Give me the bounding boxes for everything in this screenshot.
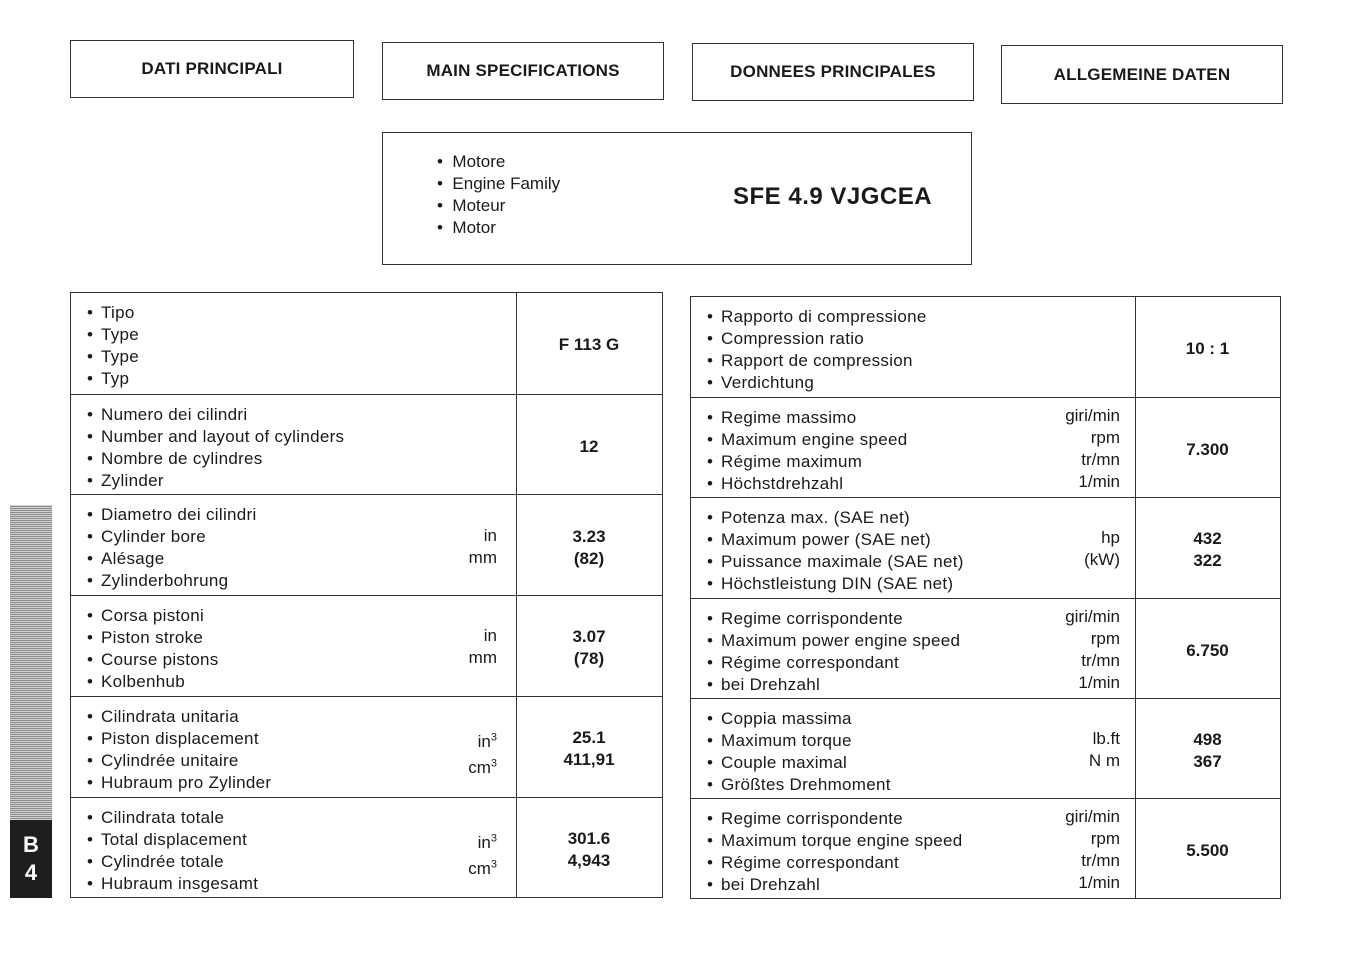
spec-label: • bei Drehzahl xyxy=(707,874,963,896)
spec-label: • Hubraum insgesamt xyxy=(87,873,258,895)
spec-label: • Regime corrispondente xyxy=(707,808,963,830)
spec-labels xyxy=(87,504,257,592)
spec-row xyxy=(691,497,1280,597)
page-tab xyxy=(10,820,52,898)
spec-label: • Regime corrispondente xyxy=(707,608,960,630)
spec-label: • Potenza max. (SAE net) xyxy=(707,507,964,529)
spec-label: • Course pistons xyxy=(87,649,219,671)
spec-labels xyxy=(87,807,258,895)
spec-row xyxy=(691,798,1280,898)
spec-unit: rpm xyxy=(1090,428,1120,448)
spec-units xyxy=(1065,806,1120,894)
page-edge-strip xyxy=(10,505,52,821)
spec-values xyxy=(1135,439,1280,461)
spec-unit: tr/mn xyxy=(1081,650,1120,670)
spec-values xyxy=(516,626,662,670)
spec-unit: (kW) xyxy=(1084,550,1120,570)
spec-label: • Coppia massima xyxy=(707,708,891,730)
spec-values xyxy=(1135,729,1280,773)
spec-labels xyxy=(707,507,964,595)
spec-value: 25.1 xyxy=(572,728,606,748)
right-spec-table xyxy=(690,296,1281,899)
left-spec-table xyxy=(70,292,663,898)
spec-value: 6.750 xyxy=(1186,640,1229,660)
spec-labels xyxy=(87,404,344,492)
spec-label: • Nombre de cylindres xyxy=(87,448,344,470)
spec-units xyxy=(1065,606,1120,694)
spec-label: • Compression ratio xyxy=(707,328,927,350)
spec-values xyxy=(516,334,662,356)
spec-label: • Typ xyxy=(87,368,139,390)
spec-label: • Verdichtung xyxy=(707,372,927,394)
spec-label: • Maximum engine speed xyxy=(707,429,907,451)
engine-family-box xyxy=(382,132,972,265)
spec-unit: giri/min xyxy=(1065,606,1120,626)
spec-value: 4,943 xyxy=(567,850,611,870)
spec-value: F 113 G xyxy=(558,335,620,355)
spec-label: • Zylinderbohrung xyxy=(87,570,257,592)
header-english: MAIN SPECIFICATIONS xyxy=(382,42,664,100)
spec-label: • Régime correspondant xyxy=(707,852,963,874)
spec-unit: in xyxy=(483,525,497,545)
spec-value: 411,91 xyxy=(563,750,615,770)
spec-row xyxy=(71,494,662,595)
spec-label: • Corsa pistoni xyxy=(87,605,219,627)
spec-label: • Maximum power (SAE net) xyxy=(707,529,964,551)
spec-row xyxy=(71,696,662,797)
spec-values xyxy=(1135,338,1280,360)
spec-value: (78) xyxy=(573,649,605,669)
spec-row xyxy=(71,797,662,898)
spec-label: • Tipo xyxy=(87,302,139,324)
spec-units xyxy=(469,525,497,569)
spec-row xyxy=(691,397,1280,497)
header-german: ALLGEMEINE DATEN xyxy=(1001,45,1283,104)
spec-value: 10 : 1 xyxy=(1185,339,1230,359)
spec-value: 3.07 xyxy=(572,627,606,647)
spec-unit: tr/mn xyxy=(1081,450,1120,470)
spec-unit: $cm^3$ xyxy=(468,757,497,778)
spec-label: • Größtes Drehmoment xyxy=(707,774,891,796)
spec-label: • Maximum power engine speed xyxy=(707,630,960,652)
spec-value: (82) xyxy=(573,548,605,568)
spec-unit: N m xyxy=(1088,750,1120,770)
header-french: DONNEES PRINCIPALES xyxy=(692,43,974,101)
spec-units xyxy=(1084,527,1120,571)
spec-label: • Type xyxy=(87,346,139,368)
spec-label: • Kolbenhub xyxy=(87,671,219,693)
engine-family-value: SFE 4.9 VJGCEA xyxy=(733,183,933,210)
spec-unit: rpm xyxy=(1090,829,1120,849)
spec-labels xyxy=(87,605,219,693)
spec-units xyxy=(1089,728,1120,772)
spec-labels xyxy=(707,407,907,495)
spec-labels xyxy=(707,808,963,896)
spec-values xyxy=(1135,528,1280,572)
spec-label: • Rapporto di compressione xyxy=(707,306,927,328)
spec-label: • Cylinder bore xyxy=(87,526,257,548)
spec-labels xyxy=(87,302,139,390)
spec-label: • Hubraum pro Zylinder xyxy=(87,772,271,794)
spec-label: • Puissance maximale (SAE net) xyxy=(707,551,964,573)
spec-labels xyxy=(707,708,891,796)
spec-unit: mm xyxy=(468,547,497,567)
spec-unit: 1/min xyxy=(1078,672,1120,692)
spec-unit: tr/mn xyxy=(1081,851,1120,871)
spec-label: • Regime massimo xyxy=(707,407,907,429)
spec-values xyxy=(1135,840,1280,862)
spec-unit: in xyxy=(483,626,497,646)
spec-unit: lb.ft xyxy=(1092,728,1120,748)
engine-label: • Motore xyxy=(437,152,506,171)
spec-unit: mm xyxy=(468,648,497,668)
spec-unit: hp xyxy=(1101,528,1120,548)
spec-label: • Total displacement xyxy=(87,829,258,851)
spec-unit: $in^3$ xyxy=(477,831,497,852)
spec-values xyxy=(516,828,662,872)
spec-row xyxy=(71,394,662,495)
spec-labels xyxy=(707,608,960,696)
spec-row xyxy=(691,297,1280,397)
spec-label: • Cylindrée totale xyxy=(87,851,258,873)
spec-label: • Höchstleistung DIN (SAE net) xyxy=(707,573,964,595)
spec-label: • Couple maximal xyxy=(707,752,891,774)
spec-label: • Régime maximum xyxy=(707,451,907,473)
spec-labels xyxy=(87,706,271,794)
spec-values xyxy=(516,526,662,570)
spec-units xyxy=(1065,405,1120,493)
spec-unit: 1/min xyxy=(1078,873,1120,893)
spec-unit: rpm xyxy=(1090,628,1120,648)
spec-label: • Piston stroke xyxy=(87,627,219,649)
spec-label: • Alésage xyxy=(87,548,257,570)
spec-labels xyxy=(707,306,927,394)
spec-value: 322 xyxy=(1193,551,1222,571)
spec-label: • Numero dei cilindri xyxy=(87,404,344,426)
spec-label: • bei Drehzahl xyxy=(707,674,960,696)
header-italian: DATI PRINCIPALI xyxy=(70,40,354,98)
spec-label: • Diametro dei cilindri xyxy=(87,504,257,526)
spec-value: 7.300 xyxy=(1186,440,1229,460)
spec-values xyxy=(516,436,662,458)
page-number: 4 xyxy=(24,860,38,885)
spec-values xyxy=(1135,640,1280,662)
spec-units xyxy=(468,827,497,880)
spec-unit: giri/min xyxy=(1065,807,1120,827)
spec-values xyxy=(516,727,662,771)
engine-labels xyxy=(437,151,560,239)
spec-label: • Piston displacement xyxy=(87,728,271,750)
column-divider xyxy=(1135,297,1136,898)
engine-label: • Engine Family xyxy=(437,174,561,193)
spec-value: 301.6 xyxy=(567,828,611,848)
spec-row xyxy=(691,598,1280,698)
spec-unit: giri/min xyxy=(1065,406,1120,426)
spec-value: 498 xyxy=(1193,729,1222,749)
spec-label: • Type xyxy=(87,324,139,346)
spec-row xyxy=(71,293,662,394)
spec-unit: $cm^3$ xyxy=(468,858,497,879)
spec-value: 432 xyxy=(1193,529,1222,549)
engine-label: • Motor xyxy=(437,218,496,237)
spec-label: • Cylindrée unitaire xyxy=(87,750,271,772)
spec-label: • Maximum torque engine speed xyxy=(707,830,963,852)
spec-row xyxy=(71,595,662,696)
spec-label: • Number and layout of cylinders xyxy=(87,426,344,448)
spec-label: • Höchstdrehzahl xyxy=(707,473,907,495)
spec-value: 367 xyxy=(1193,751,1222,771)
spec-units xyxy=(468,726,497,779)
spec-unit: $in^3$ xyxy=(477,731,497,751)
spec-label: • Rapport de compression xyxy=(707,350,927,372)
spec-label: • Cilindrata unitaria xyxy=(87,706,271,728)
spec-label: • Zylinder xyxy=(87,470,344,492)
spec-units xyxy=(469,625,497,669)
spec-value: 5.500 xyxy=(1186,841,1229,861)
spec-value: 3.23 xyxy=(572,526,606,546)
spec-unit: 1/min xyxy=(1078,472,1120,492)
engine-label: • Moteur xyxy=(437,196,506,215)
section-letter: B xyxy=(23,832,39,857)
spec-label: • Maximum torque xyxy=(707,730,891,752)
spec-label: • Cilindrata totale xyxy=(87,807,258,829)
column-divider xyxy=(516,293,517,897)
spec-label: • Régime correspondant xyxy=(707,652,960,674)
spec-value: 12 xyxy=(579,437,599,457)
spec-row xyxy=(691,698,1280,798)
